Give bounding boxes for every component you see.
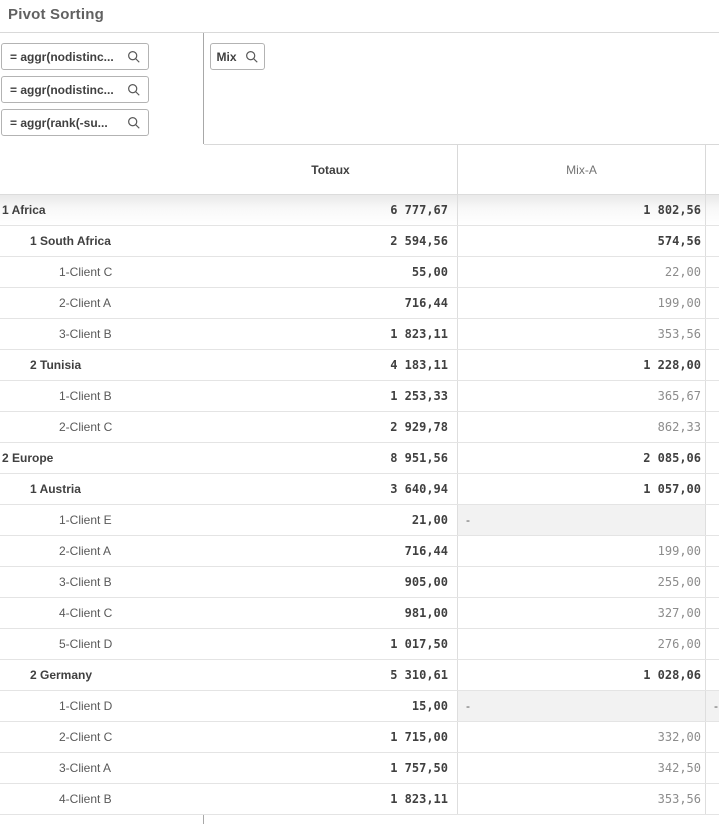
dimension-filter-box-2[interactable] <box>1 76 149 103</box>
row-label-cell[interactable] <box>0 288 204 318</box>
row-label: 1-Client B <box>59 389 112 403</box>
mix-a-value-cell[interactable]: 332,00 <box>457 722 705 752</box>
row-label-cell[interactable] <box>0 629 204 659</box>
header-cell-totaux[interactable]: Totaux <box>204 144 457 194</box>
table-row <box>0 288 719 319</box>
table-row <box>0 567 719 598</box>
mix-a-value-cell[interactable]: 353,56 <box>457 319 705 349</box>
row-label-cell[interactable] <box>0 257 204 287</box>
row-label: 1 Africa <box>2 203 46 217</box>
row-label: 1-Client D <box>59 699 113 713</box>
mix-a-value-cell[interactable]: 199,00 <box>457 288 705 318</box>
mix-b-partial-cell <box>705 350 719 380</box>
mix-a-value-cell[interactable]: 2 085,06 <box>457 443 705 473</box>
mix-a-value-cell[interactable]: 276,00 <box>457 629 705 659</box>
mix-b-partial-cell <box>705 288 719 318</box>
mix-b-partial-cell <box>705 226 719 256</box>
mix-b-partial-cell <box>705 722 719 752</box>
row-label-cell[interactable] <box>0 505 204 535</box>
table-row <box>0 691 719 722</box>
header-cell-rowlabels <box>0 144 204 194</box>
mix-b-partial-cell <box>705 257 719 287</box>
row-label: 2-Client A <box>59 544 112 558</box>
mix-a-value-cell[interactable]: 862,33 <box>457 412 705 442</box>
pivot-table-body <box>0 195 719 815</box>
mix-a-value-cell[interactable]: 353,56 <box>457 784 705 814</box>
mix-b-partial-cell <box>705 598 719 628</box>
header-cell-mix-b-partial <box>705 144 719 194</box>
totaux-value-cell[interactable]: 1 253,33 <box>390 389 448 403</box>
table-row <box>0 226 719 257</box>
row-label: 4-Client C <box>59 606 113 620</box>
mix-a-value-cell[interactable]: 22,00 <box>457 257 705 287</box>
row-label-cell[interactable] <box>0 784 204 814</box>
mix-b-partial-cell <box>705 505 719 535</box>
table-row <box>0 381 719 412</box>
row-label: 2-Client C <box>59 730 113 744</box>
totaux-value-cell[interactable]: 3 640,94 <box>390 482 448 496</box>
search-icon <box>127 83 141 97</box>
mix-b-partial-cell <box>705 443 719 473</box>
row-label-cell[interactable] <box>0 195 204 225</box>
mix-b-partial-cell <box>705 629 719 659</box>
row-label: 2 Europe <box>2 451 54 465</box>
row-label-cell[interactable] <box>0 474 204 504</box>
row-label-cell[interactable] <box>0 598 204 628</box>
measure-search-label: Mix <box>216 49 237 64</box>
totaux-value-cell[interactable]: 5 310,61 <box>390 668 448 682</box>
row-label-cell[interactable] <box>0 567 204 597</box>
totaux-value-cell[interactable]: 15,00 <box>411 699 448 713</box>
row-label: 2 Tunisia <box>30 358 82 372</box>
mix-b-partial-cell <box>705 753 719 783</box>
table-row <box>0 412 719 443</box>
row-label-cell[interactable] <box>0 536 204 566</box>
mix-a-value-cell[interactable]: 342,50 <box>457 753 705 783</box>
totaux-value-cell[interactable]: 55,00 <box>411 265 448 279</box>
table-row <box>0 753 719 784</box>
row-label: 1 Austria <box>30 482 81 496</box>
totaux-value-cell[interactable]: 21,00 <box>411 513 448 527</box>
row-label-cell[interactable] <box>0 319 204 349</box>
mix-a-value-cell[interactable]: 1 802,56 <box>457 195 705 225</box>
dimension-filter-label: = aggr(nodistinc... <box>10 49 114 64</box>
table-row <box>0 257 719 288</box>
mix-b-partial-cell: - <box>705 691 719 721</box>
search-icon <box>127 116 141 130</box>
table-row <box>0 536 719 567</box>
table-row <box>0 505 719 536</box>
row-label-cell[interactable] <box>0 722 204 752</box>
row-label-cell[interactable] <box>0 350 204 380</box>
mix-a-value-cell[interactable]: 1 057,00 <box>457 474 705 504</box>
row-label: 5-Client D <box>59 637 113 651</box>
mix-a-value-cell[interactable]: 574,56 <box>457 226 705 256</box>
totaux-value-cell[interactable]: 981,00 <box>404 606 448 620</box>
totaux-value-cell[interactable]: 8 951,56 <box>390 451 448 465</box>
mix-b-partial-cell <box>705 660 719 690</box>
mix-a-value-cell[interactable]: - <box>457 691 705 721</box>
mix-b-partial-cell <box>705 412 719 442</box>
mix-b-partial-cell <box>705 474 719 504</box>
mix-b-partial-cell <box>705 381 719 411</box>
table-row <box>0 722 719 753</box>
totaux-value-cell[interactable]: 1 715,00 <box>390 730 448 744</box>
totaux-value-cell[interactable]: 2 929,78 <box>390 420 448 434</box>
dimension-filter-box-3[interactable] <box>1 109 149 136</box>
row-label: 1 South Africa <box>30 234 111 248</box>
row-label: 1-Client E <box>59 513 112 527</box>
totaux-value-cell[interactable]: 716,44 <box>404 544 448 558</box>
mix-b-partial-cell <box>705 319 719 349</box>
totaux-value-cell[interactable]: 1 823,11 <box>390 327 448 341</box>
row-label: 3-Client B <box>59 575 112 589</box>
header-cell-mix-a[interactable]: Mix-A <box>457 144 705 194</box>
row-label: 1-Client C <box>59 265 113 279</box>
mix-b-partial-cell <box>705 536 719 566</box>
measure-search-box[interactable] <box>210 43 265 70</box>
table-row <box>0 629 719 660</box>
dimension-filter-label: = aggr(nodistinc... <box>10 82 114 97</box>
row-label-cell[interactable] <box>0 660 204 690</box>
row-label-cell[interactable] <box>0 753 204 783</box>
table-row <box>0 474 719 505</box>
mix-a-value-cell[interactable]: 365,67 <box>457 381 705 411</box>
row-label: 2-Client A <box>59 296 112 310</box>
mix-b-partial-cell <box>705 784 719 814</box>
totaux-value-cell[interactable]: 716,44 <box>404 296 448 310</box>
totaux-value-cell[interactable]: 1 823,11 <box>390 792 448 806</box>
mix-b-partial-cell <box>705 567 719 597</box>
mix-a-value-cell[interactable]: - <box>457 505 705 535</box>
row-label: 2 Germany <box>30 668 93 682</box>
page-title: Pivot Sorting <box>8 6 104 23</box>
row-label-cell[interactable] <box>0 443 204 473</box>
row-label-cell[interactable] <box>0 412 204 442</box>
row-label: 3-Client B <box>59 327 112 341</box>
mix-a-value-cell[interactable]: 1 028,06 <box>457 660 705 690</box>
row-label: 2-Client C <box>59 420 113 434</box>
table-row <box>0 350 719 381</box>
title-bar <box>0 0 719 33</box>
table-row <box>0 319 719 350</box>
table-row <box>0 443 719 474</box>
mix-a-value-cell[interactable]: 327,00 <box>457 598 705 628</box>
mix-a-value-cell[interactable]: 255,00 <box>457 567 705 597</box>
table-row <box>0 195 719 226</box>
totaux-value-cell[interactable]: 2 594,56 <box>390 234 448 248</box>
mix-b-partial-cell <box>705 195 719 225</box>
totaux-value-cell[interactable]: 1 017,50 <box>390 637 448 651</box>
row-label: 3-Client A <box>59 761 112 775</box>
table-row <box>0 660 719 691</box>
row-label-cell[interactable] <box>0 226 204 256</box>
dimension-filter-label: = aggr(rank(-su... <box>10 115 108 130</box>
totaux-value-cell[interactable]: 905,00 <box>404 575 448 589</box>
dimension-filter-box-1[interactable] <box>1 43 149 70</box>
search-icon <box>127 50 141 64</box>
mix-a-value-cell[interactable]: 199,00 <box>457 536 705 566</box>
mix-a-value-cell[interactable]: 1 228,00 <box>457 350 705 380</box>
table-row <box>0 598 719 629</box>
row-label: 4-Client B <box>59 792 112 806</box>
row-label-cell[interactable] <box>0 691 204 721</box>
search-icon <box>245 50 259 64</box>
totaux-value-cell[interactable]: 1 757,50 <box>390 761 448 775</box>
pivot-header-row <box>0 144 719 195</box>
row-label-cell[interactable] <box>0 381 204 411</box>
totaux-value-cell[interactable]: 6 777,67 <box>390 203 448 217</box>
table-row <box>0 784 719 815</box>
totaux-value-cell[interactable]: 4 183,11 <box>390 358 448 372</box>
